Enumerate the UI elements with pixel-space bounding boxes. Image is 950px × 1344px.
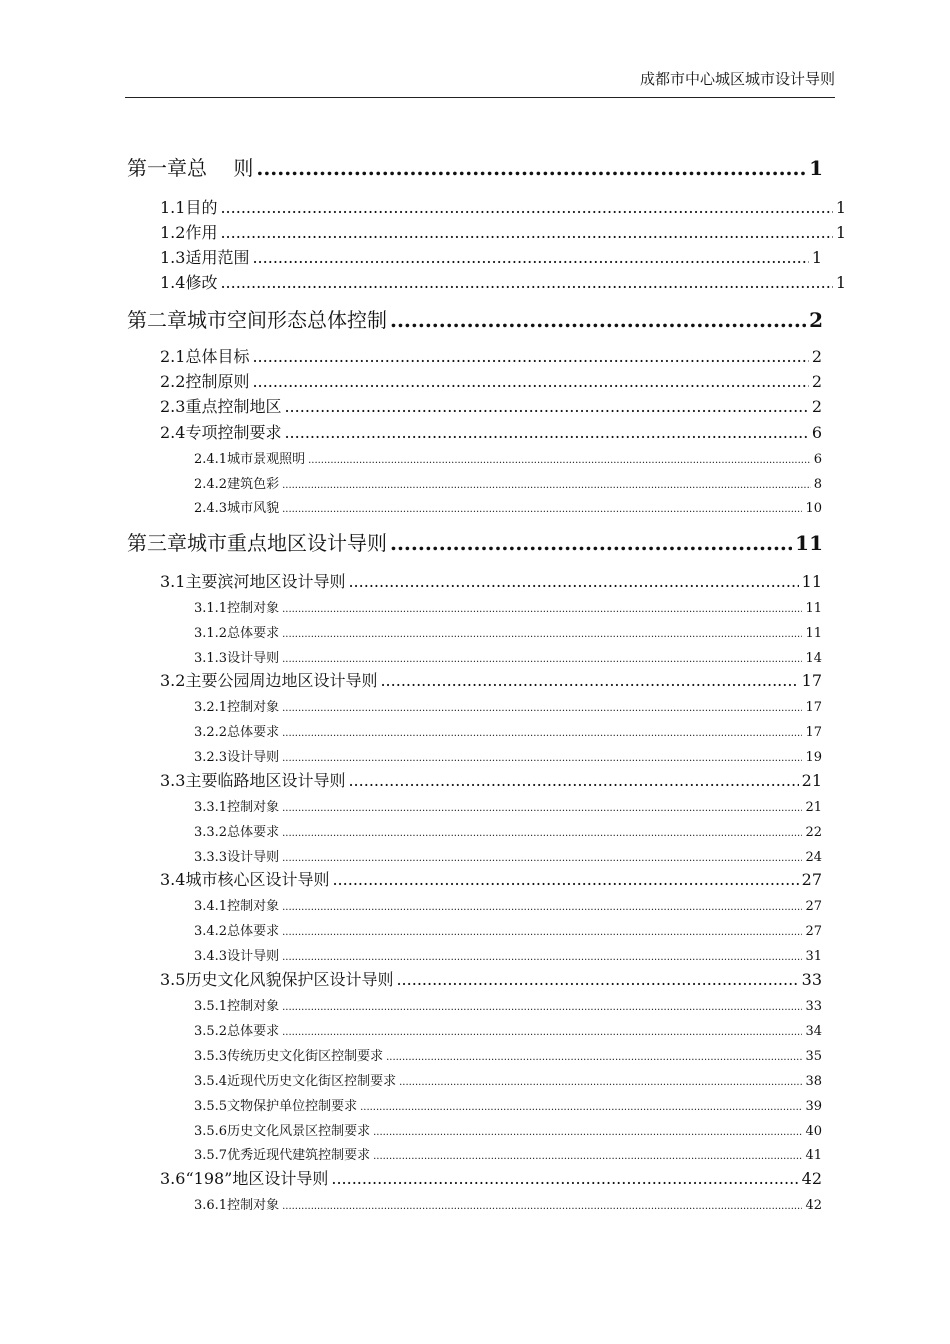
toc-title: 总体要求 bbox=[227, 626, 280, 641]
toc-subsection-3-5-6[interactable] bbox=[194, 1120, 822, 1138]
toc-number: 1.3 bbox=[160, 248, 186, 267]
toc-title: 设计导则 bbox=[227, 750, 280, 765]
toc-leader bbox=[282, 651, 802, 666]
toc-leader bbox=[282, 800, 802, 815]
toc-leader bbox=[396, 970, 798, 989]
toc-page: 11 bbox=[795, 531, 823, 555]
toc-section-3-2[interactable] bbox=[160, 668, 822, 690]
toc-number: 2.4.3 bbox=[194, 501, 228, 516]
toc-title: 控制对象 bbox=[227, 999, 280, 1014]
toc-leader bbox=[282, 750, 802, 765]
toc-title: 设计导则 bbox=[227, 949, 280, 964]
toc-leader bbox=[252, 347, 808, 366]
toc-subsection-3-5-3[interactable] bbox=[194, 1045, 822, 1063]
toc-number: 3.1.3 bbox=[194, 651, 228, 666]
toc-number: 1.2 bbox=[160, 223, 186, 242]
toc-page: 19 bbox=[805, 750, 822, 765]
toc-section-1-3[interactable] bbox=[160, 245, 822, 267]
toc-subsection-3-5-5[interactable] bbox=[194, 1095, 822, 1113]
toc-subsection-3-4-3[interactable] bbox=[194, 945, 822, 963]
toc-page: 33 bbox=[805, 999, 822, 1014]
toc-leader bbox=[282, 626, 802, 641]
toc-leader bbox=[256, 156, 806, 180]
toc-page: 2 bbox=[811, 372, 822, 391]
toc-section-3-3[interactable] bbox=[160, 768, 822, 790]
toc-page: 8 bbox=[813, 477, 822, 492]
toc-title: 控制原则 bbox=[185, 372, 250, 391]
toc-subsection-3-1-3[interactable] bbox=[194, 647, 822, 665]
toc-page: 1 bbox=[809, 156, 823, 180]
toc-number: 3.2 bbox=[160, 671, 186, 690]
toc-chapter-2[interactable] bbox=[127, 304, 823, 332]
toc-subsection-3-3-2[interactable] bbox=[194, 821, 822, 839]
toc-number: 第二章 bbox=[127, 308, 187, 332]
toc-page: 24 bbox=[805, 850, 822, 865]
toc-leader bbox=[282, 949, 802, 964]
toc-leader bbox=[390, 308, 806, 332]
toc-leader bbox=[282, 999, 802, 1014]
toc-subsection-3-4-1[interactable] bbox=[194, 895, 822, 913]
toc-number: 3.5.1 bbox=[194, 999, 228, 1014]
toc-number: 3.3.1 bbox=[194, 800, 228, 815]
toc-page: 41 bbox=[805, 1148, 822, 1163]
toc-number: 3.3.2 bbox=[194, 825, 228, 840]
toc-page: 11 bbox=[801, 572, 822, 591]
toc-subsection-3-5-1[interactable] bbox=[194, 995, 822, 1013]
toc-title: 总 则 bbox=[187, 156, 254, 180]
toc-number: 3.6 bbox=[160, 1169, 186, 1188]
toc-subsection-2-4-3[interactable] bbox=[194, 497, 822, 515]
toc-number: 3.4.2 bbox=[194, 924, 228, 939]
toc-page: 34 bbox=[805, 1024, 822, 1039]
toc-section-3-6[interactable] bbox=[160, 1166, 822, 1188]
toc-subsection-3-4-2[interactable] bbox=[194, 920, 822, 938]
toc-section-2-4[interactable] bbox=[160, 420, 822, 442]
toc-page: 21 bbox=[805, 800, 822, 815]
toc-page: 27 bbox=[805, 924, 822, 939]
toc-number: 3.4.3 bbox=[194, 949, 228, 964]
toc-leader bbox=[360, 1099, 802, 1114]
toc-leader bbox=[282, 601, 802, 616]
toc-title: 总体要求 bbox=[227, 1024, 280, 1039]
toc-section-1-1[interactable] bbox=[160, 195, 846, 217]
toc-subsection-3-3-3[interactable] bbox=[194, 846, 822, 864]
toc-subsection-3-1-1[interactable] bbox=[194, 597, 822, 615]
toc-leader bbox=[373, 1148, 802, 1163]
toc-page: 17 bbox=[801, 671, 822, 690]
toc-page: 35 bbox=[805, 1049, 822, 1064]
toc-number: 3.3.3 bbox=[194, 850, 228, 865]
toc-section-2-3[interactable] bbox=[160, 394, 822, 416]
toc-title: 城市重点地区设计导则 bbox=[187, 531, 387, 555]
toc-subsection-3-5-4[interactable] bbox=[194, 1070, 822, 1088]
toc-title: 城市景观照明 bbox=[227, 452, 306, 467]
toc-number: 3.6.1 bbox=[194, 1198, 228, 1213]
toc-number: 3.5.5 bbox=[194, 1099, 228, 1114]
toc-subsection-3-2-1[interactable] bbox=[194, 696, 822, 714]
toc-title: 城市风貌 bbox=[227, 501, 280, 516]
toc-number: 3.1.1 bbox=[194, 601, 228, 616]
toc-number: 第一章 bbox=[127, 156, 187, 180]
toc-leader bbox=[331, 1169, 798, 1188]
toc-number: 3.4.1 bbox=[194, 899, 228, 914]
toc-title: 目的 bbox=[185, 198, 218, 217]
toc-title: 传统历史文化街区控制要求 bbox=[227, 1049, 384, 1064]
toc-number: 3.2.1 bbox=[194, 700, 228, 715]
toc-title: 历史文化风貌保护区设计导则 bbox=[185, 970, 394, 989]
toc-number: 1.1 bbox=[160, 198, 186, 217]
toc-subsection-2-4-1[interactable] bbox=[194, 448, 822, 466]
toc-number: 3.1 bbox=[160, 572, 186, 591]
toc-title: 控制对象 bbox=[227, 601, 280, 616]
toc-title: 重点控制地区 bbox=[185, 397, 282, 416]
toc-subsection-3-6-1[interactable] bbox=[194, 1194, 822, 1212]
toc-page: 31 bbox=[805, 949, 822, 964]
toc-number: 3.5.3 bbox=[194, 1049, 228, 1064]
toc-leader bbox=[284, 423, 808, 442]
toc-leader bbox=[220, 223, 832, 242]
toc-number: 2.1 bbox=[160, 347, 186, 366]
toc-leader bbox=[348, 771, 798, 790]
toc-leader bbox=[348, 572, 798, 591]
toc-section-2-1[interactable] bbox=[160, 344, 822, 366]
toc-leader bbox=[332, 870, 798, 889]
toc-title: 作用 bbox=[185, 223, 218, 242]
toc-page: 21 bbox=[801, 771, 822, 790]
toc-page: 1 bbox=[835, 273, 846, 292]
toc-leader bbox=[282, 700, 802, 715]
toc-page: 14 bbox=[805, 651, 822, 666]
toc-subsection-2-4-2[interactable] bbox=[194, 473, 822, 491]
toc-leader bbox=[373, 1124, 802, 1139]
toc-subsection-3-5-7[interactable] bbox=[194, 1144, 822, 1162]
toc-page: 11 bbox=[805, 601, 822, 616]
toc-title: 主要公园周边地区设计导则 bbox=[185, 671, 378, 690]
toc-leader bbox=[282, 924, 802, 939]
toc-title: 控制对象 bbox=[227, 700, 280, 715]
toc-page: 10 bbox=[805, 501, 822, 516]
toc-leader bbox=[282, 1198, 802, 1213]
toc-chapter-3[interactable] bbox=[127, 527, 823, 555]
toc-chapter-1[interactable] bbox=[127, 152, 823, 180]
toc-section-3-5[interactable] bbox=[160, 967, 822, 989]
toc-page: 2 bbox=[811, 397, 822, 416]
toc-number: 2.4 bbox=[160, 423, 186, 442]
toc-page: 2 bbox=[809, 308, 823, 332]
toc-title: “198”地区设计导则 bbox=[185, 1169, 329, 1188]
toc-section-3-1[interactable] bbox=[160, 569, 822, 591]
toc-section-1-4[interactable] bbox=[160, 270, 846, 292]
toc-leader bbox=[282, 477, 811, 492]
toc-page: 27 bbox=[801, 870, 822, 889]
toc-number: 3.4 bbox=[160, 870, 186, 889]
toc-page: 17 bbox=[805, 725, 822, 740]
toc-page: 1 bbox=[811, 248, 822, 267]
toc-number: 2.3 bbox=[160, 397, 186, 416]
toc-leader bbox=[284, 397, 808, 416]
toc-subsection-3-2-3[interactable] bbox=[194, 746, 822, 764]
toc-subsection-3-2-2[interactable] bbox=[194, 721, 822, 739]
toc-title: 主要临路地区设计导则 bbox=[185, 771, 346, 790]
toc-leader bbox=[282, 725, 802, 740]
toc-page: 6 bbox=[811, 423, 822, 442]
toc-page: 11 bbox=[805, 626, 822, 641]
toc-number: 3.1.2 bbox=[194, 626, 228, 641]
toc-leader bbox=[390, 531, 792, 555]
toc-title: 适用范围 bbox=[185, 248, 250, 267]
toc-leader bbox=[386, 1049, 802, 1064]
toc-leader bbox=[220, 198, 832, 217]
toc-page: 38 bbox=[805, 1074, 822, 1089]
toc-number: 3.5.6 bbox=[194, 1124, 228, 1139]
toc-section-3-4[interactable] bbox=[160, 867, 822, 889]
toc-leader bbox=[282, 825, 802, 840]
toc-page: 27 bbox=[805, 899, 822, 914]
toc-leader bbox=[282, 850, 802, 865]
toc-title: 总体要求 bbox=[227, 924, 280, 939]
toc-page: 1 bbox=[835, 198, 846, 217]
toc-page: 40 bbox=[805, 1124, 822, 1139]
toc-number: 2.4.2 bbox=[194, 477, 228, 492]
toc-section-1-2[interactable] bbox=[160, 220, 846, 242]
toc-leader bbox=[252, 248, 808, 267]
toc-title: 主要滨河地区设计导则 bbox=[185, 572, 346, 591]
toc-page: 33 bbox=[801, 970, 822, 989]
toc-title: 设计导则 bbox=[227, 850, 280, 865]
toc-page: 1 bbox=[835, 223, 846, 242]
toc-subsection-3-5-2[interactable] bbox=[194, 1020, 822, 1038]
toc-page: 42 bbox=[805, 1198, 822, 1213]
toc-leader bbox=[380, 671, 798, 690]
toc-title: 近现代历史文化街区控制要求 bbox=[227, 1074, 397, 1089]
toc-leader bbox=[252, 372, 808, 391]
toc-section-2-2[interactable] bbox=[160, 369, 822, 391]
toc-title: 文物保护单位控制要求 bbox=[227, 1099, 358, 1114]
toc-leader bbox=[282, 899, 802, 914]
toc-title: 专项控制要求 bbox=[185, 423, 282, 442]
toc-page: 6 bbox=[813, 452, 822, 467]
toc-title: 总体目标 bbox=[185, 347, 250, 366]
toc-title: 控制对象 bbox=[227, 800, 280, 815]
toc-leader bbox=[220, 273, 832, 292]
toc-number: 1.4 bbox=[160, 273, 186, 292]
toc-number: 第三章 bbox=[127, 531, 187, 555]
toc-page: 2 bbox=[811, 347, 822, 366]
toc-number: 3.2.3 bbox=[194, 750, 228, 765]
toc-number: 3.2.2 bbox=[194, 725, 228, 740]
toc-title: 控制对象 bbox=[227, 1198, 280, 1213]
toc-page: 39 bbox=[805, 1099, 822, 1114]
toc-subsection-3-1-2[interactable] bbox=[194, 622, 822, 640]
toc-number: 2.4.1 bbox=[194, 452, 228, 467]
toc-number: 2.2 bbox=[160, 372, 186, 391]
toc-page: 42 bbox=[801, 1169, 822, 1188]
toc-leader bbox=[308, 452, 811, 467]
toc-leader bbox=[282, 1024, 802, 1039]
toc-title: 城市空间形态总体控制 bbox=[187, 308, 387, 332]
toc-leader bbox=[282, 501, 802, 516]
toc-number: 3.5.7 bbox=[194, 1148, 228, 1163]
toc-title: 修改 bbox=[185, 273, 218, 292]
toc-number: 3.5 bbox=[160, 970, 186, 989]
toc-title: 优秀近现代建筑控制要求 bbox=[227, 1148, 371, 1163]
toc-title: 总体要求 bbox=[227, 725, 280, 740]
toc-subsection-3-3-1[interactable] bbox=[194, 796, 822, 814]
toc-title: 城市核心区设计导则 bbox=[185, 870, 330, 889]
toc-number: 3.5.4 bbox=[194, 1074, 228, 1089]
header-title: 成都市中心城区城市设计导则 bbox=[639, 70, 835, 88]
toc-title: 设计导则 bbox=[227, 651, 280, 666]
toc-title: 历史文化风景区控制要求 bbox=[227, 1124, 371, 1139]
toc-title: 控制对象 bbox=[227, 899, 280, 914]
toc-title: 总体要求 bbox=[227, 825, 280, 840]
toc-title: 建筑色彩 bbox=[227, 477, 280, 492]
toc-number: 3.5.2 bbox=[194, 1024, 228, 1039]
toc-leader bbox=[399, 1074, 802, 1089]
toc-page: 22 bbox=[805, 825, 822, 840]
toc-page: 17 bbox=[805, 700, 822, 715]
toc-number: 3.3 bbox=[160, 771, 186, 790]
